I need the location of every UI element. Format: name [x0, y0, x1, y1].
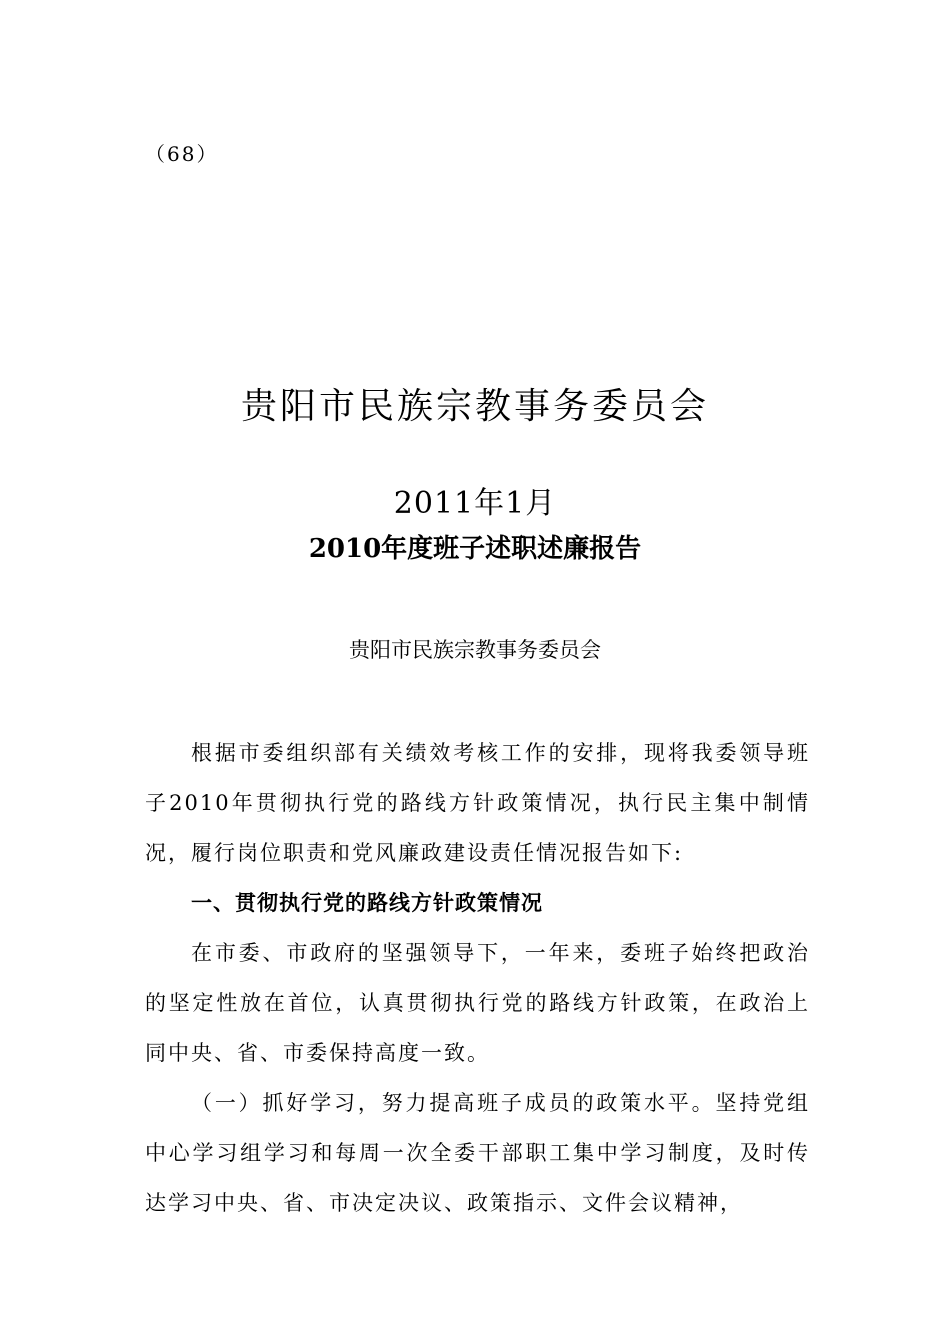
report-body	[145, 728, 810, 1228]
report-author: 贵阳市民族宗教事务委员会	[349, 638, 601, 662]
body-paragraph-section-1: 在市委、市政府的坚强领导下，一年来，委班子始终把政治的坚定性放在首位，认真贯彻执行党的路线方针政策，在政治上同中央、省、市委保持高度一致。	[145, 941, 810, 1065]
report-date: 2011年1月	[393, 486, 557, 521]
body-paragraph-subsection-1: （一）抓好学习，努力提高班子成员的政策水平。坚持党组中心学习组学习和每周一次全委干部职工集中学习制度，及时传达学习中央、省、市决定决议、政策指示、文件会议精神，	[145, 1091, 810, 1215]
body-paragraph-intro: 根据市委组织部有关绩效考核工作的安排，现将我委领导班子2010年贯彻执行党的路线方针政策情况，执行民主集中制情况，履行岗位职责和党风廉政建设责任情况报告如下:	[145, 741, 810, 865]
section-heading-1: 一、贯彻执行党的路线方针政策情况	[191, 891, 543, 915]
report-title: 2010年度班子述职述廉报告	[308, 534, 642, 564]
document-number: （68）	[145, 142, 219, 166]
issuer-title: 贵阳市民族宗教事务委员会	[240, 386, 709, 427]
